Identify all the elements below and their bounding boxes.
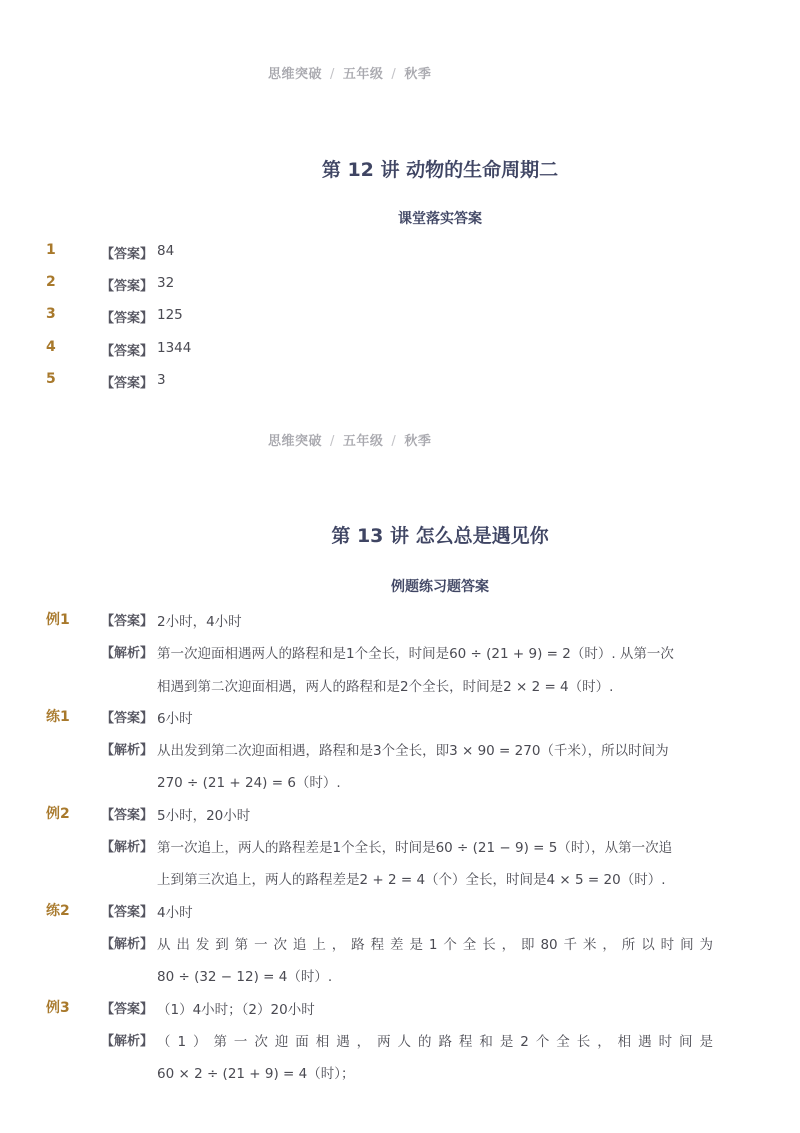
answer-value: 2小时，4小时	[157, 614, 242, 630]
breadcrumb-separator: /	[330, 434, 335, 449]
lecture-12-subtitle: 课堂落实答案	[398, 211, 482, 227]
question-number: 2	[46, 274, 56, 290]
breadcrumb	[268, 63, 431, 82]
answer-tag: 【答案】	[101, 711, 154, 726]
analysis-text-line: 60 × 2 ÷ (21 + 9) = 4（时）；	[157, 1066, 355, 1082]
answer-value: 5小时，20小时	[157, 808, 251, 824]
answer-tag: 【答案】	[101, 247, 154, 262]
breadcrumb-grade: 五年级	[342, 67, 384, 82]
answer-value: （1）4小时；（2）20小时	[157, 1002, 315, 1018]
breadcrumb-separator: /	[391, 67, 397, 82]
answer-tag: 【答案】	[101, 808, 154, 823]
analysis-text-line: 从出发到第二次迎面相遇，路程和是3个全长，即3 × 90 = 270（千米），所以时间为	[157, 743, 669, 759]
example-number: 例2	[46, 806, 70, 822]
answer-value: 125	[157, 307, 183, 323]
lecture-13-subtitle: 例题练习题答案	[391, 579, 489, 595]
analysis-text-line: 270 ÷ (21 + 24) = 6（时）.	[157, 775, 341, 791]
analysis-text-line: 相遇到第二次迎面相遇，两人的路程和是2个全长，时间是2 × 2 = 4（时）.	[157, 679, 614, 695]
breadcrumb-season: 秋季	[404, 434, 432, 449]
analysis-text-line: 上到第三次追上，两人的路程差是2 + 2 = 4（个）全长，时间是4 × 5 = 20（时）.	[157, 872, 666, 888]
answer-tag: 【答案】	[101, 614, 154, 629]
question-number: 3	[46, 306, 56, 322]
answer-value: 3	[157, 372, 166, 388]
question-number: 1	[46, 242, 56, 258]
answer-value: 4小时	[157, 905, 193, 921]
analysis-tag: 【解析】	[101, 646, 154, 661]
breadcrumb-grade: 五年级	[342, 434, 384, 449]
analysis-tag: 【解析】	[101, 1034, 154, 1049]
answer-tag: 【答案】	[101, 279, 154, 294]
answer-tag: 【答案】	[101, 376, 154, 391]
answer-value: 1344	[157, 340, 192, 356]
answer-tag: 【答案】	[101, 1002, 154, 1017]
analysis-text-line: 80 ÷ (32 − 12) = 4（时）.	[157, 969, 333, 985]
analysis-text-line: 第一次迎面相遇两人的路程和是1个全长，时间是60 ÷ (21 + 9) = 2（时）. 从第一次	[157, 646, 674, 662]
breadcrumb-separator: /	[391, 434, 397, 449]
answer-value: 84	[157, 243, 175, 259]
analysis-tag: 【解析】	[101, 743, 154, 758]
answer-tag: 【答案】	[101, 311, 154, 326]
breadcrumb-season: 秋季	[404, 67, 432, 82]
analysis-text-line: 从出发到第一次追上，路程差是1个全长，即80千米，所以时间为	[157, 937, 713, 953]
analysis-tag: 【解析】	[101, 937, 154, 952]
lecture-12-title: 第 12 讲 动物的生命周期二	[321, 159, 559, 181]
analysis-tag: 【解析】	[101, 840, 154, 855]
breadcrumb-separator: /	[330, 67, 335, 82]
answer-value: 32	[157, 275, 175, 291]
answer-tag: 【答案】	[101, 905, 154, 920]
answer-tag: 【答案】	[101, 344, 154, 359]
exercise-number: 练2	[46, 903, 70, 919]
breadcrumb-course: 思维突破	[268, 434, 323, 449]
example-number: 例1	[46, 612, 70, 628]
answer-value: 6小时	[157, 711, 193, 727]
breadcrumb-course: 思维突破	[268, 67, 323, 82]
breadcrumb	[268, 430, 431, 449]
analysis-text-line: （1）第一次迎面相遇，两人的路程和是2个全长，相遇时间是	[157, 1034, 713, 1050]
question-number: 5	[46, 371, 56, 387]
lecture-13-title: 第 13 讲 怎么总是遇见你	[331, 525, 549, 547]
question-number: 4	[46, 339, 56, 355]
exercise-number: 练1	[46, 709, 70, 725]
example-number: 例3	[46, 1000, 70, 1016]
analysis-text-line: 第一次追上，两人的路程差是1个全长，时间是60 ÷ (21 − 9) = 5（时），从第一次追	[157, 840, 673, 856]
